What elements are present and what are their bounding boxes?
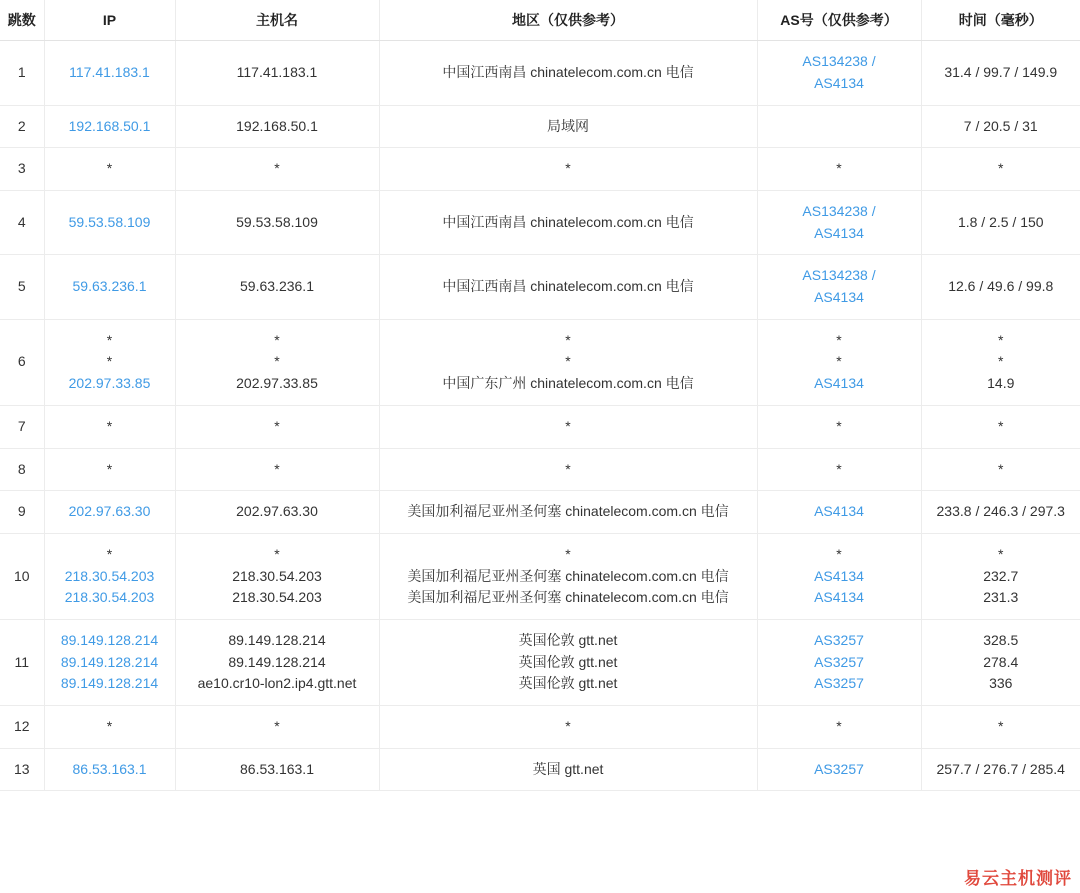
ip-link[interactable]: 202.97.63.30 xyxy=(68,503,151,520)
cell-geo xyxy=(379,41,757,105)
cell-geo xyxy=(379,748,757,791)
cell-geo xyxy=(379,405,757,448)
table-row xyxy=(0,41,1080,105)
time-text: * xyxy=(998,718,1004,735)
cell-host xyxy=(175,405,379,448)
cell-host xyxy=(175,748,379,791)
cell-host xyxy=(175,191,379,255)
cell-ip xyxy=(44,491,175,534)
time-text: * xyxy=(998,460,1004,477)
geo-text: * xyxy=(565,160,571,177)
cell-as xyxy=(757,448,921,491)
host-text: * xyxy=(274,331,280,348)
time-text: 1.8 / 2.5 / 150 xyxy=(957,213,1044,230)
table-row xyxy=(0,319,1080,405)
cell-hop: 9 xyxy=(0,491,44,534)
as-text: * xyxy=(836,417,842,434)
cell-hop: 3 xyxy=(0,148,44,191)
geo-text: 中国江西南昌 chinatelecom.com.cn 电信 xyxy=(442,64,694,81)
cell-hop: 12 xyxy=(0,706,44,749)
ip-text: * xyxy=(106,331,113,348)
cell-as xyxy=(757,533,921,619)
cell-hop: 4 xyxy=(0,191,44,255)
host-text: 59.63.236.1 xyxy=(240,278,314,295)
cell-as xyxy=(757,748,921,791)
time-text: * xyxy=(998,417,1004,434)
geo-text: 中国广东广州 chinatelecom.com.cn 电信 xyxy=(442,375,694,392)
ip-link[interactable]: 89.149.128.214 xyxy=(60,631,159,648)
table-header-row xyxy=(0,0,1080,41)
time-text: * xyxy=(998,160,1004,177)
cell-host xyxy=(175,255,379,319)
cell-geo xyxy=(379,191,757,255)
ip-link[interactable]: 218.30.54.203 xyxy=(64,589,155,606)
host-text: 192.168.50.1 xyxy=(236,117,318,134)
ip-text: * xyxy=(106,353,113,370)
column-header-host: 主机名 xyxy=(175,0,379,41)
time-text: * xyxy=(998,545,1004,562)
cell-time xyxy=(921,748,1080,791)
cell-host xyxy=(175,105,379,148)
table-row xyxy=(0,533,1080,619)
as-link[interactable]: AS134238 / xyxy=(802,267,876,284)
cell-host xyxy=(175,448,379,491)
cell-as xyxy=(757,405,921,448)
cell-ip xyxy=(44,706,175,749)
time-text: 12.6 / 49.6 / 99.8 xyxy=(948,278,1054,295)
as-text: * xyxy=(836,331,842,348)
cell-time xyxy=(921,706,1080,749)
cell-hop: 5 xyxy=(0,255,44,319)
as-link[interactable]: AS4134 xyxy=(814,289,864,306)
time-text: 7 / 20.5 / 31 xyxy=(963,117,1038,134)
geo-text: 中国江西南昌 chinatelecom.com.cn 电信 xyxy=(442,213,694,230)
ip-link[interactable]: 86.53.163.1 xyxy=(72,760,147,777)
time-text: 233.8 / 246.3 / 297.3 xyxy=(936,503,1065,520)
geo-text: * xyxy=(565,331,571,348)
cell-time xyxy=(921,105,1080,148)
cell-as xyxy=(757,41,921,105)
cell-time xyxy=(921,191,1080,255)
as-link[interactable]: AS4134 xyxy=(814,567,864,584)
ip-link[interactable]: 192.168.50.1 xyxy=(68,117,151,134)
time-text: 232.7 xyxy=(983,567,1019,584)
ip-link[interactable]: 218.30.54.203 xyxy=(64,567,155,584)
time-text: * xyxy=(998,331,1004,348)
ip-link[interactable]: 89.149.128.214 xyxy=(60,675,159,692)
cell-hop: 10 xyxy=(0,533,44,619)
table-row xyxy=(0,448,1080,491)
cell-ip xyxy=(44,533,175,619)
table-row xyxy=(0,706,1080,749)
cell-time xyxy=(921,448,1080,491)
table-row xyxy=(0,148,1080,191)
cell-hop: 8 xyxy=(0,448,44,491)
cell-as xyxy=(757,105,921,148)
host-text: ae10.cr10-lon2.ip4.gtt.net xyxy=(197,675,357,692)
geo-text: * xyxy=(565,718,571,735)
host-text: 89.149.128.214 xyxy=(228,631,326,648)
cell-ip xyxy=(44,148,175,191)
cell-as xyxy=(757,319,921,405)
ip-text: * xyxy=(106,160,113,177)
geo-text: 英国伦敦 gtt.net xyxy=(518,631,618,648)
cell-geo xyxy=(379,319,757,405)
as-link[interactable]: AS3257 xyxy=(814,631,864,648)
geo-text: 英国伦敦 gtt.net xyxy=(518,675,618,692)
as-text: * xyxy=(836,160,842,177)
column-header-ip: IP xyxy=(44,0,175,41)
as-link[interactable]: AS134238 / xyxy=(802,203,876,220)
geo-text: 美国加利福尼亚州圣何塞 chinatelecom.com.cn 电信 xyxy=(407,503,729,520)
as-text: * xyxy=(836,353,842,370)
cell-host xyxy=(175,41,379,105)
ip-link[interactable]: 59.53.58.109 xyxy=(68,213,151,230)
cell-as xyxy=(757,491,921,534)
time-text: 328.5 xyxy=(983,631,1019,648)
cell-geo xyxy=(379,255,757,319)
geo-text: 英国伦敦 gtt.net xyxy=(518,653,618,670)
as-link[interactable]: AS4134 xyxy=(814,589,864,606)
cell-geo xyxy=(379,491,757,534)
geo-text: 局域网 xyxy=(547,117,589,134)
cell-as xyxy=(757,619,921,705)
host-text: 59.53.58.109 xyxy=(236,213,318,230)
cell-ip xyxy=(44,448,175,491)
column-header-time: 时间（毫秒） xyxy=(921,0,1080,41)
cell-as xyxy=(757,191,921,255)
geo-text: * xyxy=(565,460,571,477)
cell-geo xyxy=(379,533,757,619)
table-row xyxy=(0,405,1080,448)
host-text: 218.30.54.203 xyxy=(232,589,322,606)
ip-link[interactable]: 89.149.128.214 xyxy=(60,653,159,670)
cell-geo xyxy=(379,706,757,749)
host-text: 218.30.54.203 xyxy=(232,567,322,584)
as-text: * xyxy=(836,718,842,735)
geo-text: * xyxy=(565,545,571,562)
as-text: * xyxy=(836,460,842,477)
as-link[interactable]: AS3257 xyxy=(814,675,864,692)
cell-host xyxy=(175,148,379,191)
cell-hop: 7 xyxy=(0,405,44,448)
ip-link[interactable]: 117.41.183.1 xyxy=(69,64,150,81)
cell-host xyxy=(175,533,379,619)
table-body xyxy=(0,41,1080,791)
host-text: 89.149.128.214 xyxy=(228,653,326,670)
cell-ip xyxy=(44,255,175,319)
watermark: 易云主机测评 xyxy=(964,869,1072,888)
as-link[interactable]: AS3257 xyxy=(814,653,864,670)
as-text: * xyxy=(836,545,842,562)
time-text: 336 xyxy=(989,675,1013,692)
geo-text: 美国加利福尼亚州圣何塞 chinatelecom.com.cn 电信 xyxy=(407,589,729,606)
cell-ip xyxy=(44,405,175,448)
as-link[interactable]: AS4134 xyxy=(814,375,864,392)
cell-time xyxy=(921,619,1080,705)
host-text: 117.41.183.1 xyxy=(236,64,318,81)
cell-geo xyxy=(379,619,757,705)
host-text: * xyxy=(274,353,280,370)
cell-as xyxy=(757,148,921,191)
host-text: * xyxy=(274,460,280,477)
table-row xyxy=(0,619,1080,705)
cell-host xyxy=(175,619,379,705)
cell-hop: 2 xyxy=(0,105,44,148)
cell-ip xyxy=(44,319,175,405)
ip-text: * xyxy=(106,417,113,434)
cell-geo xyxy=(379,148,757,191)
cell-as xyxy=(757,706,921,749)
table-row xyxy=(0,105,1080,148)
cell-geo xyxy=(379,105,757,148)
cell-ip xyxy=(44,748,175,791)
cell-time xyxy=(921,533,1080,619)
as-link[interactable]: AS4134 xyxy=(814,224,864,241)
host-text: 202.97.63.30 xyxy=(236,503,318,520)
cell-time xyxy=(921,319,1080,405)
cell-time xyxy=(921,491,1080,534)
cell-geo xyxy=(379,448,757,491)
host-text: 202.97.33.85 xyxy=(236,375,318,392)
table-row xyxy=(0,491,1080,534)
time-text: 231.3 xyxy=(983,589,1019,606)
cell-as xyxy=(757,255,921,319)
host-text: * xyxy=(274,417,280,434)
time-text: * xyxy=(998,353,1004,370)
table-header xyxy=(0,0,1080,41)
time-text: 31.4 / 99.7 / 149.9 xyxy=(944,64,1058,81)
geo-text: * xyxy=(565,353,571,370)
ip-link[interactable]: 59.63.236.1 xyxy=(72,278,147,295)
table-row xyxy=(0,255,1080,319)
time-text: 257.7 / 276.7 / 285.4 xyxy=(936,760,1065,777)
host-text: 86.53.163.1 xyxy=(240,760,314,777)
cell-hop: 1 xyxy=(0,41,44,105)
as-link[interactable]: AS134238 / xyxy=(802,53,876,70)
table-row xyxy=(0,191,1080,255)
column-header-as: AS号（仅供参考） xyxy=(757,0,921,41)
cell-host xyxy=(175,491,379,534)
cell-ip xyxy=(44,105,175,148)
column-header-geo: 地区（仅供参考） xyxy=(379,0,757,41)
as-link[interactable]: AS3257 xyxy=(814,760,864,777)
cell-time xyxy=(921,41,1080,105)
cell-ip xyxy=(44,191,175,255)
cell-time xyxy=(921,405,1080,448)
ip-text: * xyxy=(106,460,113,477)
cell-hop: 11 xyxy=(0,619,44,705)
geo-text: 美国加利福尼亚州圣何塞 chinatelecom.com.cn 电信 xyxy=(407,567,729,584)
cell-ip xyxy=(44,41,175,105)
host-text: * xyxy=(274,718,280,735)
cell-host xyxy=(175,319,379,405)
cell-hop: 13 xyxy=(0,748,44,791)
cell-host xyxy=(175,706,379,749)
cell-time xyxy=(921,148,1080,191)
cell-ip xyxy=(44,619,175,705)
ip-link[interactable]: 202.97.33.85 xyxy=(68,375,151,392)
geo-text: 中国江西南昌 chinatelecom.com.cn 电信 xyxy=(442,278,694,295)
ip-text: * xyxy=(106,718,113,735)
column-header-hop: 跳数 xyxy=(0,0,44,41)
as-link[interactable]: AS4134 xyxy=(814,503,864,520)
table-row xyxy=(0,748,1080,791)
cell-hop: 6 xyxy=(0,319,44,405)
time-text: 14.9 xyxy=(987,375,1015,392)
as-link[interactable]: AS4134 xyxy=(814,74,864,91)
host-text: * xyxy=(274,545,280,562)
host-text: * xyxy=(274,160,280,177)
geo-text: * xyxy=(565,417,571,434)
ip-text: * xyxy=(106,545,113,562)
time-text: 278.4 xyxy=(983,653,1019,670)
cell-time xyxy=(921,255,1080,319)
geo-text: 英国 gtt.net xyxy=(532,760,604,777)
